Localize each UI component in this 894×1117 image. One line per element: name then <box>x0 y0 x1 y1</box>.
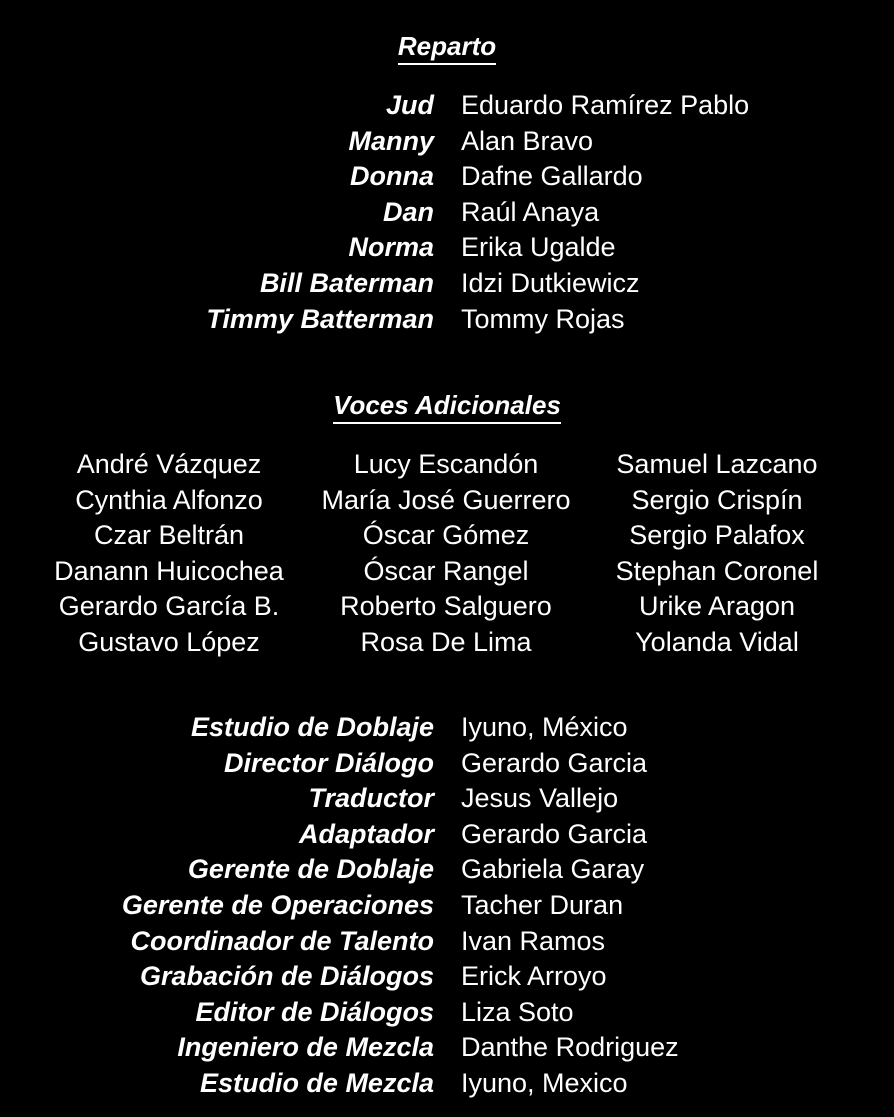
additional-voices-heading <box>0 390 894 424</box>
crew-role: Ingeniero de Mezcla <box>177 1032 434 1063</box>
voice-actor-name: Danann Huicochea <box>54 555 284 586</box>
additional-voices-heading-text: Voces Adicionales <box>333 390 561 424</box>
crew-role: Editor de Diálogos <box>195 996 434 1027</box>
cast-row <box>0 124 894 160</box>
crew-member: Gerardo Garcia <box>461 818 648 849</box>
cast-role: Manny <box>348 125 434 156</box>
crew-row <box>0 781 894 817</box>
crew-member: Iyuno, México <box>461 712 628 742</box>
crew-role: Traductor <box>308 783 434 814</box>
voice-actor-name: Óscar Gómez <box>362 520 530 551</box>
cast-role: Donna <box>350 161 434 192</box>
crew-row <box>0 959 894 995</box>
crew-role: Coordinador de Talento <box>130 925 434 956</box>
cast-actor: Idzi Dutkiewicz <box>461 267 640 298</box>
cast-row <box>0 230 894 266</box>
crew-member: Gabriela Garay <box>461 854 645 885</box>
crew-row <box>0 746 894 782</box>
crew-row <box>0 888 894 924</box>
cast-heading-text: Reparto <box>398 31 496 65</box>
voice-actor-name: Urike Aragon <box>638 591 796 622</box>
voice-actor-name: Sergio Palafox <box>629 520 805 551</box>
voice-actor-name: Stephan Coronel <box>615 555 819 586</box>
cast-row <box>0 195 894 231</box>
crew-member: Tacher Duran <box>461 889 624 920</box>
cast-role: Bill Baterman <box>259 267 434 298</box>
cast-role: Norma <box>348 232 434 263</box>
voice-actor-name: Óscar Rangel <box>363 555 529 586</box>
voice-actor-name: Rosa De Lima <box>360 626 532 657</box>
cast-role: Jud <box>385 90 434 120</box>
crew-row <box>0 995 894 1031</box>
crew-row <box>0 1030 894 1066</box>
cast-actor: Dafne Gallardo <box>461 161 643 192</box>
crew-row <box>0 817 894 853</box>
crew-member: Liza Soto <box>461 996 574 1027</box>
voice-actor-name: Gustavo López <box>78 626 260 657</box>
voices-column-2 <box>296 447 596 661</box>
cast-role: Timmy Batterman <box>206 303 434 334</box>
crew-role: Gerente de Operaciones <box>121 889 434 920</box>
cast-actor: Tommy Rojas <box>461 303 625 334</box>
cast-row <box>0 88 894 124</box>
voice-actor-name: Lucy Escandón <box>353 449 539 479</box>
voice-actor-name: Czar Beltrán <box>93 520 245 551</box>
cast-row <box>0 159 894 195</box>
voice-actor-name: Yolanda Vidal <box>635 626 799 657</box>
crew-role: Estudio de Mezcla <box>199 1067 434 1098</box>
crew-role: Grabación de Diálogos <box>139 961 434 992</box>
crew-member: Iyuno, Mexico <box>461 1067 628 1098</box>
voice-actor-name: María José Guerrero <box>321 484 571 515</box>
crew-row <box>0 710 894 746</box>
crew-role: Gerente de Doblaje <box>187 854 434 885</box>
cast-actor: Alan Bravo <box>461 125 594 156</box>
cast-row <box>0 266 894 302</box>
crew-role: Estudio de Doblaje <box>190 712 434 742</box>
cast-actor: Raúl Anaya <box>461 196 600 227</box>
cast-actor: Erika Ugalde <box>461 232 616 263</box>
crew-member: Gerardo Garcia <box>461 747 648 778</box>
crew-member: Erick Arroyo <box>461 961 607 992</box>
cast-role: Dan <box>382 196 434 227</box>
voice-actor-name: Roberto Salguero <box>340 591 552 622</box>
voices-column-3 <box>567 447 867 661</box>
voice-actor-name: Cynthia Alfonzo <box>75 484 263 515</box>
cast-row <box>0 302 894 338</box>
cast-actor: Eduardo Ramírez Pablo <box>461 90 750 120</box>
voices-column-1 <box>19 447 319 661</box>
crew-row <box>0 1066 894 1102</box>
voice-actor-name: André Vázquez <box>76 449 262 479</box>
cast-list <box>0 88 894 337</box>
voice-actor-name: Gerardo García B. <box>58 591 280 622</box>
crew-member: Ivan Ramos <box>461 925 606 956</box>
crew-member: Danthe Rodriguez <box>461 1032 679 1063</box>
cast-heading <box>0 31 894 65</box>
crew-role: Director Diálogo <box>223 747 434 778</box>
crew-row <box>0 852 894 888</box>
voice-actor-name: Sergio Crispín <box>631 484 803 515</box>
crew-row <box>0 924 894 960</box>
crew-role: Adaptador <box>299 818 434 849</box>
crew-list <box>0 710 894 1102</box>
voice-actor-name: Samuel Lazcano <box>616 449 818 479</box>
crew-member: Jesus Vallejo <box>461 783 619 814</box>
